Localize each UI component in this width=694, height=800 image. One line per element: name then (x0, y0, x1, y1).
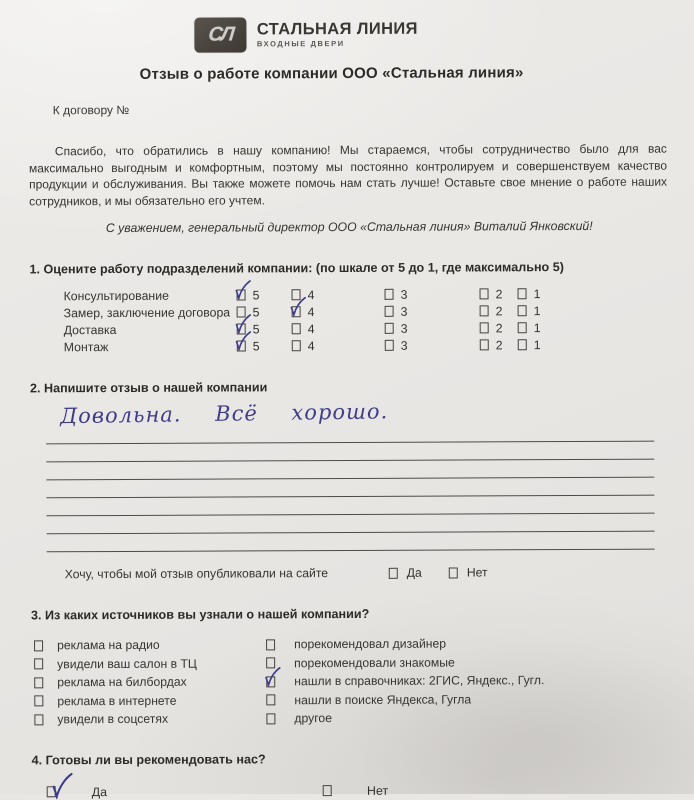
source-checkbox-designer[interactable] (266, 639, 275, 650)
scale-number: 5 (252, 321, 260, 336)
review-writing-area[interactable] (46, 399, 655, 553)
recommend-no-label: Нет (366, 783, 389, 798)
scale-number: 1 (533, 320, 541, 335)
logo-mark-icon (195, 17, 247, 52)
scale-number: 1 (533, 337, 541, 352)
scale-number: 2 (495, 320, 503, 335)
source-option-label: реклама на радио (57, 638, 160, 653)
scale-number: 3 (400, 321, 408, 336)
director-signature-line: С уважением, генеральный директор ООО «Стальная линия» Виталий Янковский! (105, 218, 593, 236)
section3-heading: 3. Из каких источников вы узнали о нашей компании? (30, 606, 370, 623)
company-logo (0, 0, 692, 54)
rating-row-label: Монтаж (63, 339, 109, 354)
source-option-label: реклама на билбордах (57, 674, 187, 690)
logo-wordmark (257, 17, 418, 53)
scale-number: 3 (400, 287, 408, 302)
rating-checkbox-1[interactable] (518, 305, 527, 316)
source-option-label: порекомендовал дизайнер (294, 636, 447, 652)
company-name: СТАЛЬНАЯ ЛИНИЯ (256, 19, 418, 39)
intro-paragraph: Спасибо, что обратились в нашу компанию! Мы стараемся, чтобы сотрудничество было для вас максимально выгодным и комфортным, поэтому мы постоянно контролируем и совершенствуем качество продукции и обслуживания. Вы также можете помочь нам стать лучше! Оставьте свое мнение о работе наших сотрудников, и мы обязательно его учтем. (28, 141, 668, 208)
recommend-yes-label: Да (91, 784, 108, 799)
publish-yes-label: Да (406, 565, 422, 580)
scale-number: 4 (307, 321, 315, 336)
scale-number: 1 (533, 286, 541, 301)
rating-checkbox-2[interactable] (480, 288, 489, 299)
scale-number: 5 (252, 287, 260, 302)
publish-question: Хочу, чтобы мой отзыв опубликовали на сайте (64, 566, 329, 582)
scale-number: 5 (252, 304, 260, 319)
rating-checkbox-5[interactable] (237, 323, 246, 334)
company-tagline: ВХОДНЫЕ ДВЕРИ (256, 39, 345, 49)
rating-checkbox-5[interactable] (237, 340, 246, 351)
source-checkbox-other[interactable] (266, 713, 275, 724)
rating-checkbox-4[interactable] (292, 306, 301, 317)
rating-checkbox-2[interactable] (480, 339, 489, 350)
recommend-row (47, 782, 694, 799)
publish-no-checkbox[interactable] (449, 567, 458, 578)
rating-checkbox-3[interactable] (385, 289, 394, 300)
recommend-yes-checkbox[interactable] (47, 786, 56, 797)
form-title: Отзыв о работе компании ООО «Стальная линия» (139, 64, 524, 83)
rating-checkbox-4[interactable] (292, 289, 301, 300)
rating-checkbox-3[interactable] (385, 323, 394, 334)
ratings-table (0, 284, 694, 355)
rating-checkbox-5[interactable] (237, 306, 246, 317)
publish-no-label: Нет (466, 565, 488, 580)
scale-number: 4 (307, 338, 315, 353)
publish-consent-row (65, 564, 694, 581)
rating-row-label: Доставка (63, 322, 117, 337)
rating-row-label: Замер, заключение договора (63, 305, 231, 320)
section2-heading: 2. Напишите отзыв о нашей компании (29, 380, 268, 396)
rating-checkbox-1[interactable] (518, 288, 527, 299)
publish-yes-checkbox[interactable] (389, 567, 398, 578)
handwritten-review: Довольна. Всё хорошо. (59, 399, 389, 429)
rating-checkbox-4[interactable] (292, 340, 301, 351)
scale-number: 2 (495, 286, 503, 301)
rating-checkbox-3[interactable] (385, 306, 394, 317)
rating-checkbox-2[interactable] (480, 322, 489, 333)
source-checkbox-friends[interactable] (266, 658, 275, 669)
scale-number: 4 (307, 304, 315, 319)
source-option-label: нашли в поиске Яндекса, Гугла (294, 692, 472, 707)
scale-number: 2 (495, 337, 503, 352)
recommend-no-checkbox[interactable] (323, 785, 332, 796)
scale-number: 1 (533, 303, 541, 318)
source-option-label: нашли в справочниках: 2ГИС, Яндекс., Гугл. (294, 673, 545, 689)
contract-number-line: К договору № (52, 102, 130, 118)
ink-checkmark-icon (45, 772, 79, 799)
rating-checkbox-3[interactable] (385, 340, 394, 351)
rating-row-label: Консультирование (63, 288, 169, 303)
rating-checkbox-5[interactable] (237, 289, 246, 300)
rating-checkbox-4[interactable] (292, 323, 301, 334)
scale-number: 5 (252, 338, 260, 353)
source-checkbox-radio[interactable] (34, 640, 43, 651)
scale-number: 3 (400, 304, 408, 319)
rating-row-installation (64, 335, 694, 355)
scale-number: 2 (495, 303, 503, 318)
source-checkbox-salon[interactable] (34, 659, 43, 670)
rating-checkbox-2[interactable] (480, 305, 489, 316)
section1-heading: 1. Оцените работу подразделений компании: (по шкале от 5 до 1, где максимально 5) (29, 260, 564, 277)
source-option-label: увидели ваш салон в ТЦ (57, 656, 197, 672)
source-checkbox-directories[interactable] (266, 676, 275, 687)
ink-checkmark-icon (233, 279, 251, 300)
logo-monogram: СЛ (207, 23, 235, 46)
source-option-label: порекомендовали знакомые (294, 655, 455, 670)
scale-number: 4 (307, 287, 315, 302)
section4-heading: 4. Готовы ли вы рекомендовать нас? (31, 751, 266, 767)
source-option-label: реклама в интернете (57, 693, 177, 709)
rating-checkbox-1[interactable] (518, 322, 527, 333)
rating-checkbox-1[interactable] (518, 339, 527, 350)
source-option-label: увидели в соцсетях (57, 712, 169, 727)
source-checkbox-search[interactable] (266, 695, 275, 706)
source-checkbox-internet-ads[interactable] (34, 696, 43, 707)
source-option-label: другое (294, 711, 333, 726)
scale-number: 3 (400, 338, 408, 353)
sources-options (1, 633, 694, 729)
ruled-line (47, 532, 655, 553)
source-checkbox-social[interactable] (34, 714, 43, 725)
source-checkbox-billboards[interactable] (34, 677, 43, 688)
